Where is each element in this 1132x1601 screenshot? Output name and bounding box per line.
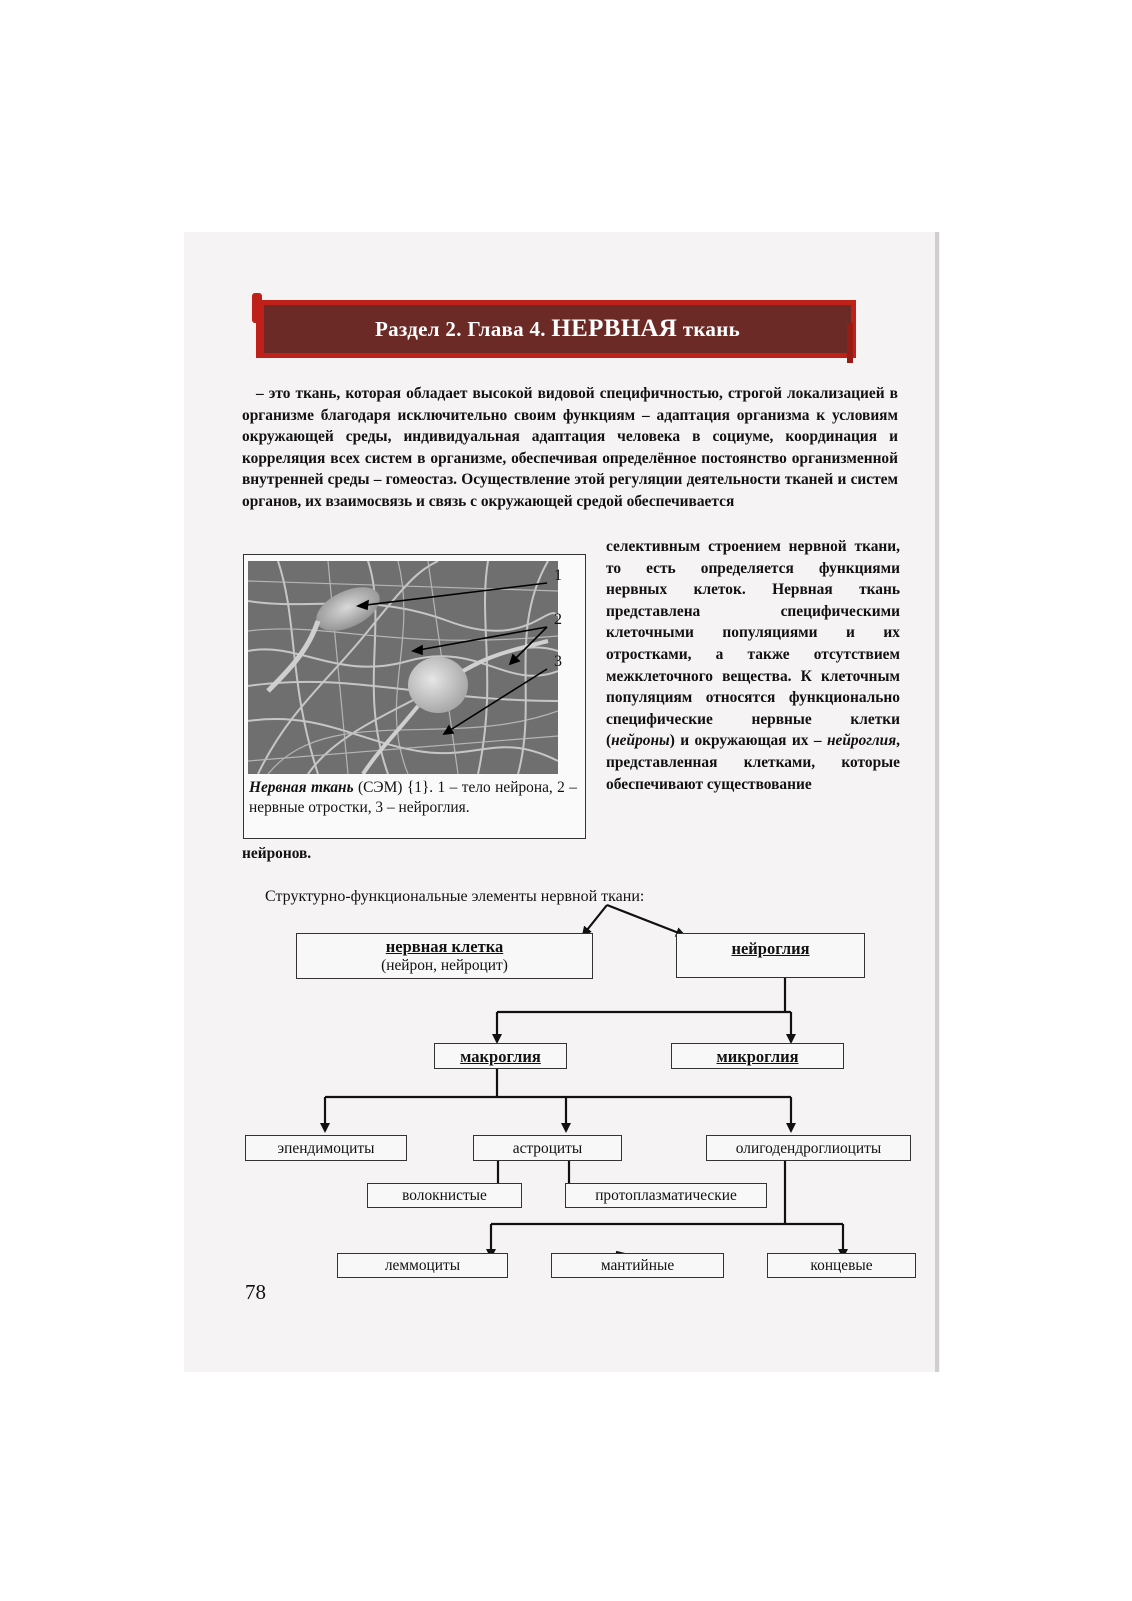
scheme-title: Структурно-функциональные элементы нервной ткани: [265, 888, 645, 905]
node-oligodendrogliocytes [706, 1135, 911, 1161]
side-text-neuroglia: нейроглия [826, 732, 897, 750]
node-astrocytes [473, 1135, 622, 1161]
node-fibrous-label: волокнистые [402, 1187, 487, 1204]
side-text-b: ) и окружающая их – [669, 732, 827, 750]
chapter-title-suffix: ткань [682, 317, 741, 341]
node-neuroglia-title: нейроглия [731, 939, 810, 958]
banner-ribbon-left [252, 293, 262, 323]
node-nerve-cell-subtitle: (нейрон, нейроцит) [381, 957, 508, 974]
page-number: 78 [245, 1280, 266, 1304]
page-edge [935, 232, 939, 1372]
node-lemmocytes [337, 1253, 508, 1278]
node-terminal-label: концевые [810, 1257, 873, 1274]
figure-label-1: 1 [554, 567, 562, 584]
micrograph-image [248, 561, 558, 774]
figure-label-2: 2 [554, 611, 562, 628]
node-terminal [767, 1253, 916, 1278]
intro-paragraph [242, 383, 898, 513]
side-text-c: , представленная клетками, которые обеспечивают существование [606, 732, 900, 793]
node-macroglia [434, 1043, 567, 1069]
node-lemmocytes-label: леммоциты [384, 1257, 461, 1274]
chapter-title-prefix: Раздел 2. Глава 4. [374, 317, 546, 341]
node-fibrous [367, 1183, 522, 1208]
figure-caption-em: Нервная ткань [249, 779, 354, 796]
figure-caption [249, 778, 577, 818]
side-text-a: селективным строением нервной ткани, то есть определяется функциями нервных клеток. Нервная ткань представлена специфическими клеточными популяциями и их отростками, а также отсутствием межклеточного вещества. К клеточным популяциям относятся функционально специфические нервные клетки ( [606, 538, 900, 750]
side-paragraph [606, 536, 900, 795]
chapter-banner [256, 300, 856, 358]
node-nerve-cell [296, 933, 593, 979]
node-macroglia-title: макроглия [460, 1046, 541, 1066]
paragraph-tail: нейронов. [242, 845, 312, 862]
node-microglia-title: микроглия [716, 1046, 799, 1066]
node-ependymocytes-label: эпендимоциты [277, 1139, 375, 1157]
intro-text: – это ткань, которая обладает высокой видовой специфичностью, строгой локализацией в организме благодаря исключительно своим функциям – адаптация организма к условиям окружающей среды, индивидуальная адаптация человека в социуме, координация и корреляция всех систем в организме, обеспечивая определённое постоянство организменной внутренней среды – гомеостаз. Осуществление этой регуляции деятельности тканей и систем органов, их взаимосвязь и связь с окружающей средой обеспечивается [242, 385, 898, 510]
node-oligodendrogliocytes-label: олигодендроглиоциты [735, 1139, 882, 1157]
micrograph-figure [243, 554, 586, 839]
node-neuroglia [676, 933, 865, 978]
chapter-title [375, 315, 740, 343]
node-microglia [671, 1043, 844, 1069]
micrograph-svg [248, 561, 558, 774]
node-mantle [551, 1253, 724, 1278]
node-ependymocytes [245, 1135, 407, 1161]
banner-ribbon-right [847, 323, 853, 363]
figure-label-3: 3 [554, 653, 562, 670]
node-mantle-label: мантийные [600, 1257, 675, 1274]
node-protoplasmic [565, 1183, 767, 1208]
node-nerve-cell-title: нервная клетка [385, 937, 504, 956]
figure-caption-text: (СЭМ) {1}. 1 – тело нейрона, 2 – нервные отростки, 3 – нейроглия. [249, 779, 577, 816]
chapter-title-main: НЕРВНАЯ [551, 315, 678, 342]
node-astrocytes-label: астроциты [512, 1139, 583, 1157]
side-text-neurons: нейроны [611, 732, 670, 750]
node-protoplasmic-label: протоплазматические [595, 1187, 737, 1204]
